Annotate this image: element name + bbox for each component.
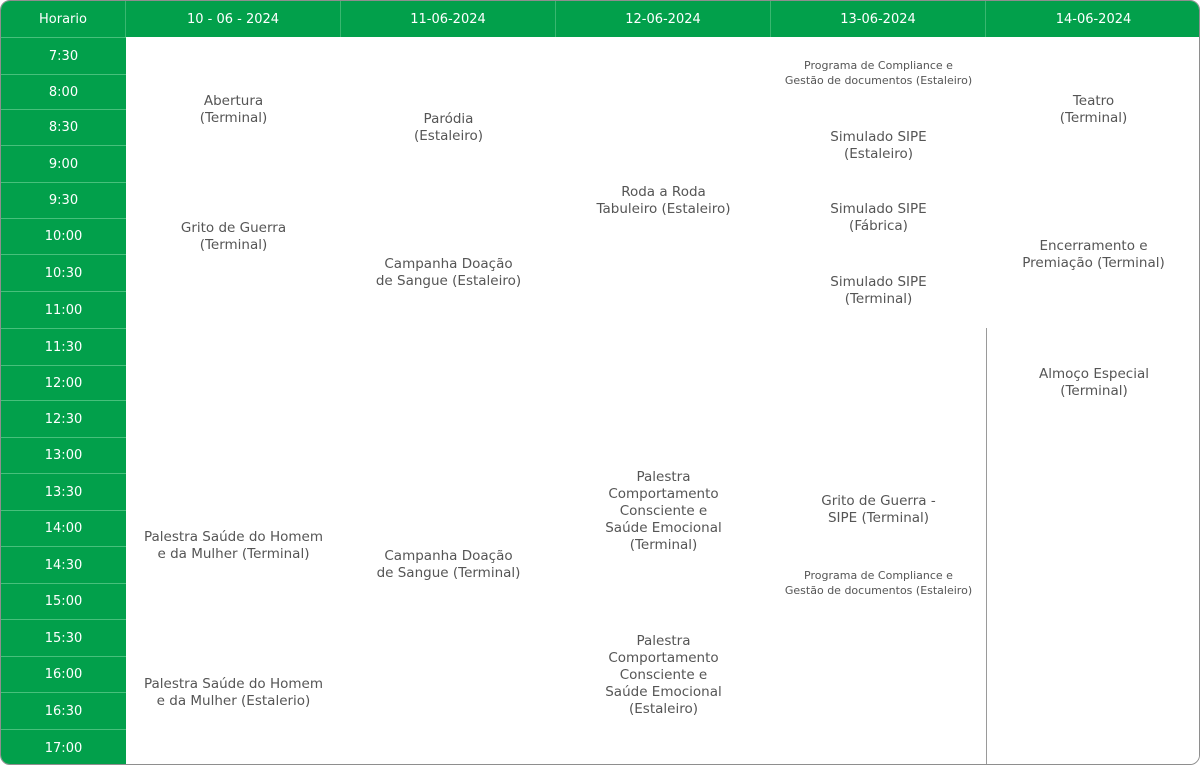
event-label: Paródia (Estaleiro) xyxy=(414,110,483,144)
empty-slot xyxy=(771,619,987,765)
event-label: Palestra Saúde do Homem e da Mulher (Terminal) xyxy=(143,529,323,562)
event-label: Campanha Doação de Sangue (Estaleiro) xyxy=(375,256,522,289)
header-day-4: 13-06-2024 xyxy=(771,1,986,37)
event-label: Abertura (Terminal) xyxy=(199,92,268,126)
empty-slot xyxy=(341,473,557,511)
event-simulado-sipe-terminal xyxy=(771,254,987,329)
time-slot: 11:00 xyxy=(1,291,126,328)
event-roda-a-roda xyxy=(556,74,772,329)
event-label: Campanha Doação de Sangue (Terminal) xyxy=(376,547,521,581)
event-label: Grito de Guerra (Terminal) xyxy=(180,219,287,253)
time-slot: 7:30 xyxy=(1,37,126,74)
time-slot: 17:00 xyxy=(1,729,126,765)
event-simulado-sipe-fabrica xyxy=(771,182,987,255)
time-slot: 10:00 xyxy=(1,218,126,254)
event-campanha-doacao-terminal xyxy=(341,510,557,620)
event-label: Programa de Compliance e Gestão de documentos (Estaleiro) xyxy=(784,568,973,597)
empty-row xyxy=(126,400,987,438)
empty-slot xyxy=(986,437,1200,765)
time-slot: 14:00 xyxy=(1,510,126,546)
event-compliance-afternoon xyxy=(771,546,987,620)
event-label: Palestra Comportamento Consciente e Saúde Emocional (Estaleiro) xyxy=(605,633,722,717)
event-label: Programa de Compliance e Gestão de documentos (Estaleiro) xyxy=(784,59,973,87)
event-label: Encerramento e Premiação (Terminal) xyxy=(1022,238,1165,271)
empty-row xyxy=(126,365,987,401)
empty-slot xyxy=(556,37,772,75)
event-palestra-saude-terminal xyxy=(126,473,342,620)
header-horario: Horario xyxy=(1,1,126,37)
time-slot: 12:30 xyxy=(1,400,126,437)
event-grito-de-guerra-sipe xyxy=(771,473,987,547)
event-campanha-doacao-estaleiro xyxy=(341,218,557,329)
time-slot: 13:30 xyxy=(1,473,126,510)
time-slot: 14:30 xyxy=(1,546,126,583)
empty-row xyxy=(126,437,557,474)
event-label: Teatro (Terminal) xyxy=(1059,92,1128,126)
event-label: Simulado SIPE (Terminal) xyxy=(830,274,927,307)
event-label: Almoço Especial (Terminal) xyxy=(1038,365,1149,399)
empty-slot xyxy=(341,619,557,765)
time-slot: 11:30 xyxy=(1,328,126,365)
event-encerramento xyxy=(986,182,1200,329)
time-slot: 8:30 xyxy=(1,109,126,145)
event-palestra-comportamento-terminal xyxy=(556,437,772,586)
event-label: Palestra Comportamento Consciente e Saúde Emocional (Terminal) xyxy=(605,468,722,553)
event-label: Palestra Saúde do Homem e da Mulher (Estalerio) xyxy=(143,675,323,709)
event-abertura xyxy=(126,74,342,146)
time-slot: 9:30 xyxy=(1,182,126,218)
empty-row xyxy=(126,328,987,366)
time-slot: 16:00 xyxy=(1,656,126,692)
empty-slot xyxy=(771,437,987,474)
header-day-2: 11-06-2024 xyxy=(341,1,556,37)
event-compliance-morning xyxy=(771,37,987,110)
time-slot: 8:00 xyxy=(1,74,126,109)
header-day-3: 12-06-2024 xyxy=(556,1,771,37)
event-label: Simulado SIPE (Fábrica) xyxy=(830,201,927,234)
time-slot: 15:00 xyxy=(1,583,126,619)
event-almoco-especial xyxy=(986,328,1200,438)
event-grito-de-guerra xyxy=(126,145,342,329)
time-slot: 12:00 xyxy=(1,365,126,400)
time-slot: 9:00 xyxy=(1,145,126,182)
event-label: Grito de Guerra - SIPE (Terminal) xyxy=(821,492,936,526)
time-slot: 13:00 xyxy=(1,437,126,473)
time-slot: 15:30 xyxy=(1,619,126,656)
header-day-1: 10 - 06 - 2024 xyxy=(126,1,341,37)
empty-slot xyxy=(126,37,342,75)
event-label: Roda a Roda Tabuleiro (Estaleiro) xyxy=(596,184,731,217)
event-label: Simulado SIPE (Estaleiro) xyxy=(830,128,927,162)
event-palestra-comportamento-estaleiro xyxy=(556,585,772,765)
event-palestra-saude-estalerio xyxy=(126,619,342,765)
event-parodia xyxy=(341,37,557,219)
event-teatro xyxy=(986,37,1200,183)
time-slot: 10:30 xyxy=(1,254,126,291)
header-day-5: 14-06-2024 xyxy=(986,1,1200,37)
event-simulado-sipe-estaleiro xyxy=(771,109,987,183)
time-slot: 16:30 xyxy=(1,692,126,729)
